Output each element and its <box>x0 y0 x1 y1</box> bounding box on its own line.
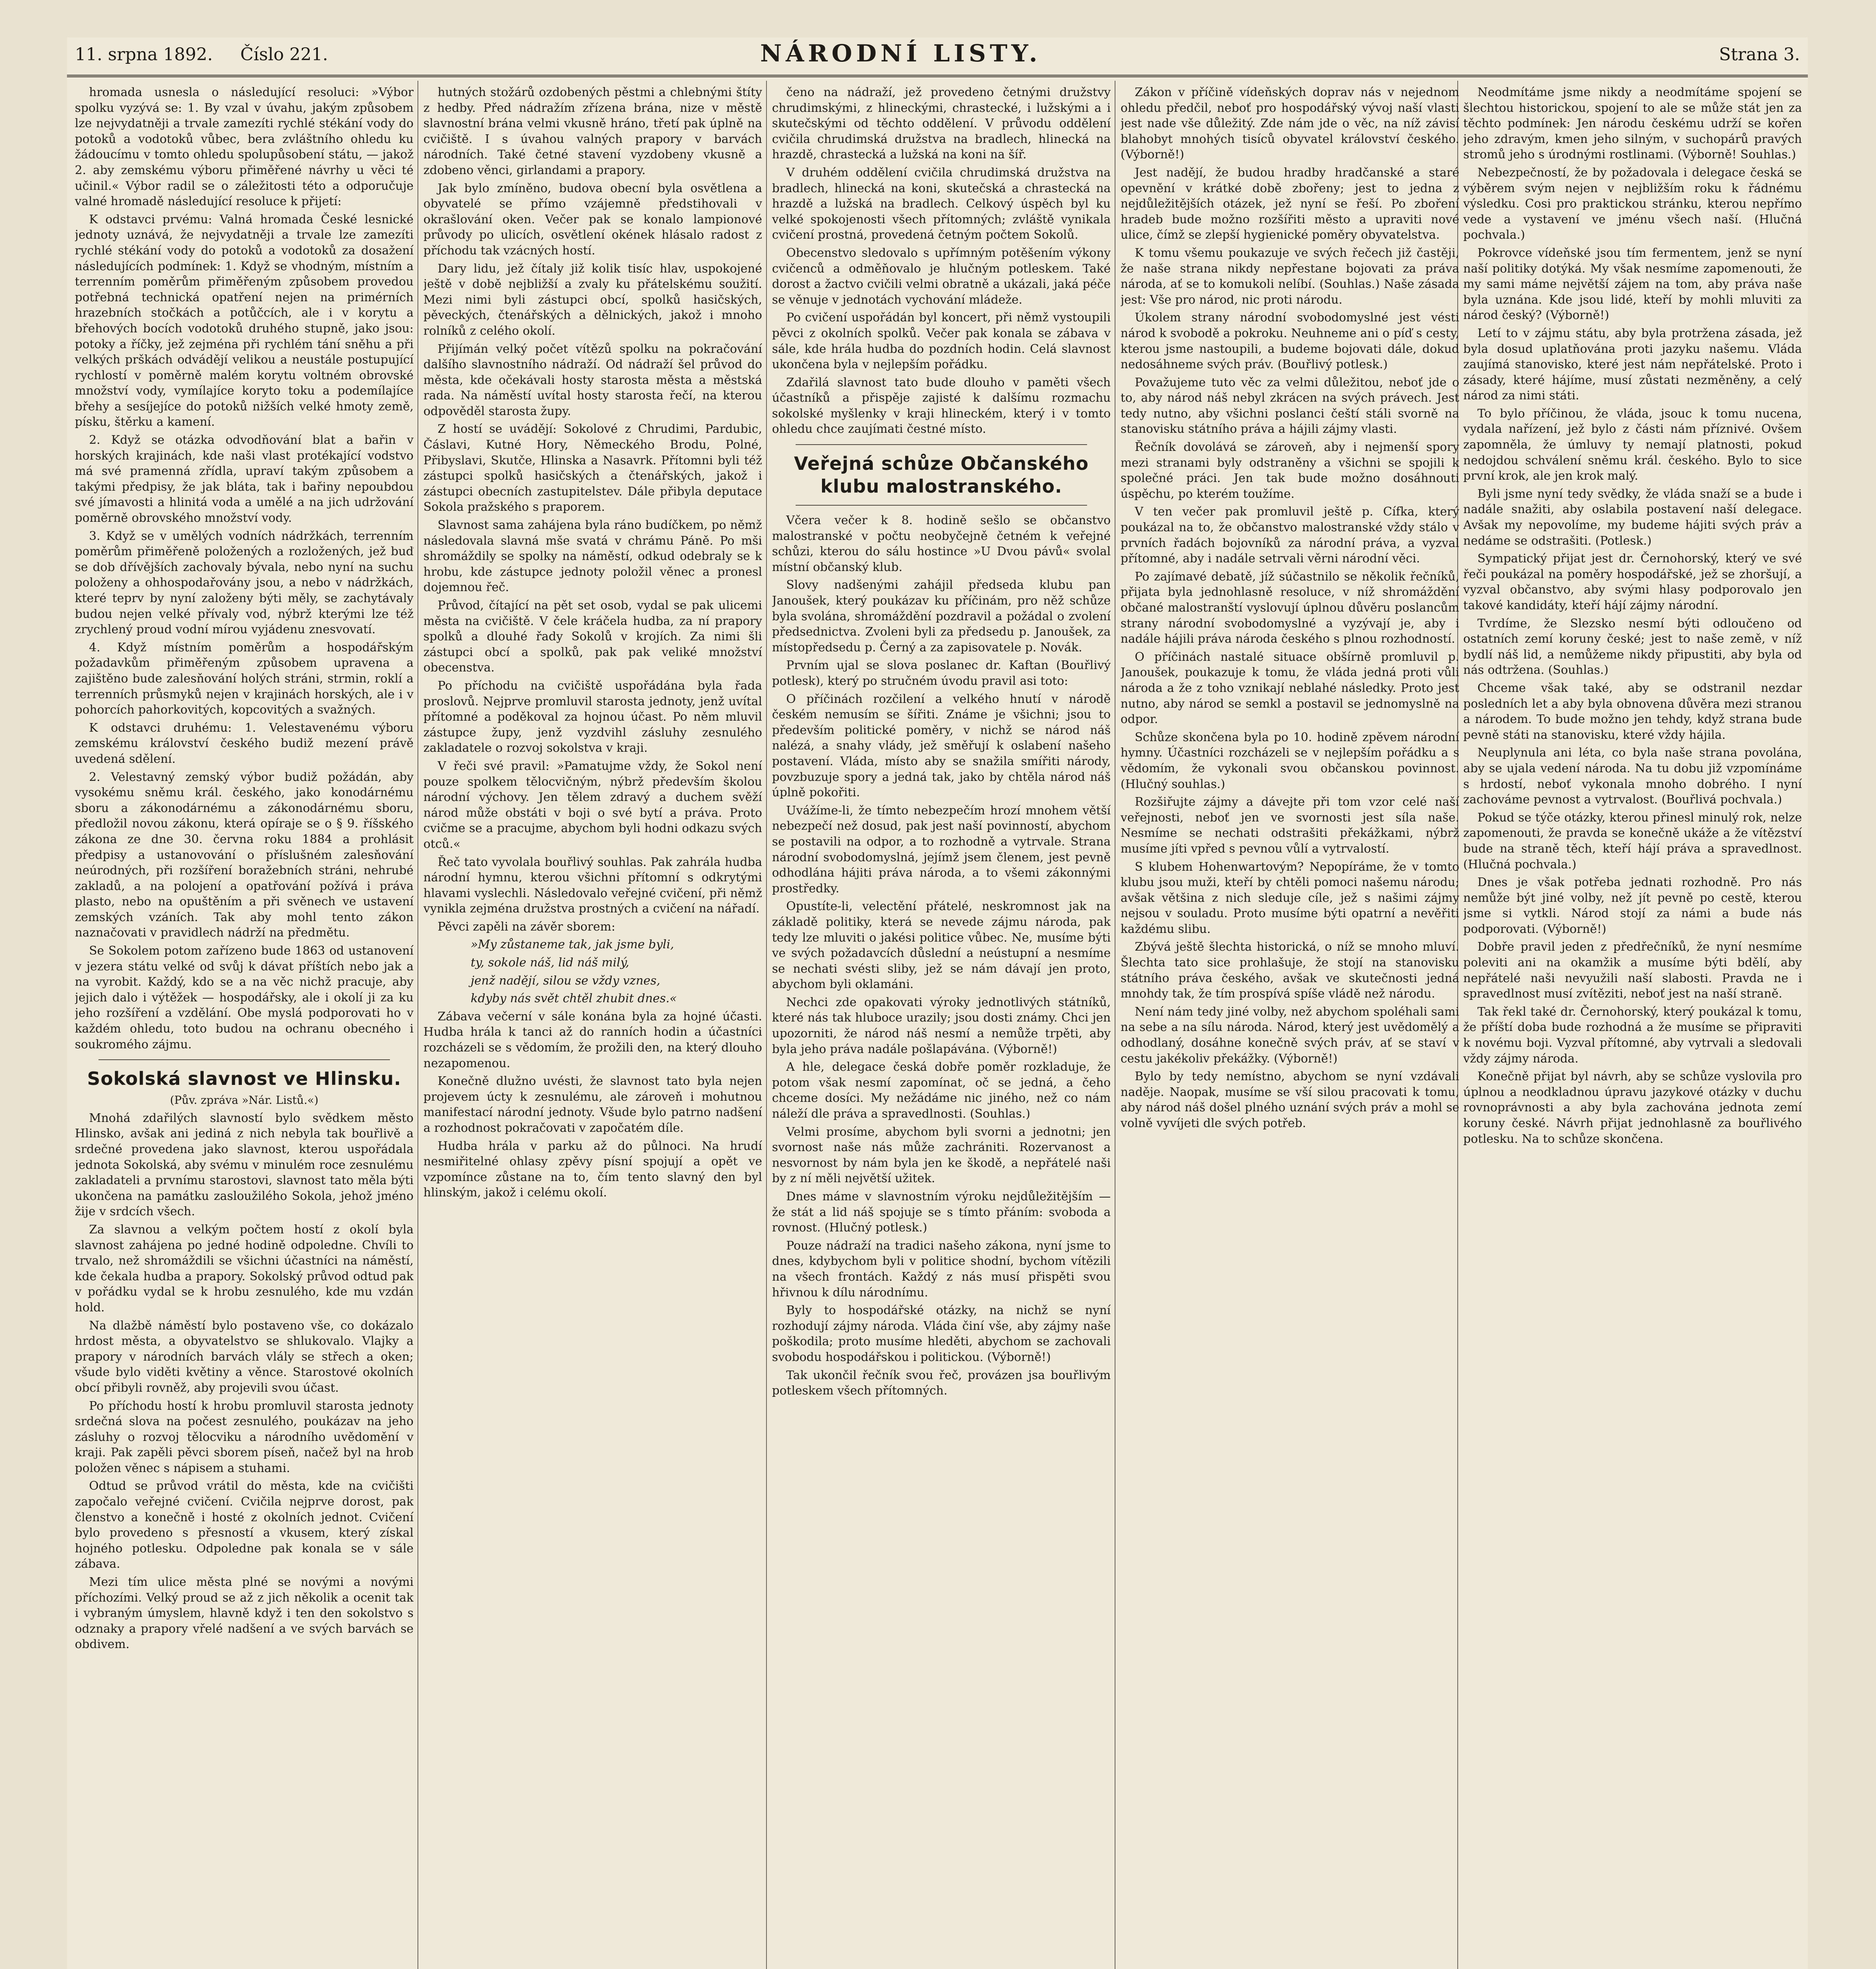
paragraph: 4. Když místním poměrům a hospodářským požadavkům přiměřeným způsobem upravena a zajištěno bude zalesňování holých stráni, strmin, roklí a terrenních průsmyků nejen v krajinách horských, ale i v pohorcích pahorkovitých, kopcovitých a svažných. <box>75 640 414 717</box>
paragraph: Letí to v zájmu státu, aby byla protržena zásada, jež byla dosud uplatňována proti jazyku našemu. Vláda zaujímá stanovisko, které jest nám nepřátelské. Proto i zásady, které hájíme, musí zůstati nezměněny, a celý národ za nimi státi. <box>1463 326 1802 403</box>
paragraph: hromada usnesla o následující resoluci: »Výbor spolku vyzývá se: 1. By vzal v úvahu, jakým způsobem lze nejvydatněji a trvale zamezíti rychlé stékání vody do potoků a vodotoků vůbec, bera zvláštního ohledu ku žádoucímu v tomto ohledu spolupůsobení státu, — jakož 2. aby zemskému výboru přiměřené návrhy u věci té učinil.« Výbor radil se o záležitosti této a odporučuje valné hromadě následující resoluce k přijetí: <box>75 85 414 209</box>
paragraph: To bylo příčinou, že vláda, jsouc k tomu nucena, vydala nařízení, jež bylo z části nám příznivé. Ovšem zapomněla, že úmluvy ty nemají platnosti, pokud nedojdou schválení sněmu král. českého. Bylo to sice první krok, ale jen krok malý. <box>1463 406 1802 483</box>
paragraph: Schůze skončena byla po 10. hodině zpěvem národní hymny. Účastníci rozcházeli se v nejlepším pořádku a s vědomím, že vykonali svou občanskou povinnost. (Hlučný souhlas.) <box>1121 730 1459 791</box>
newspaper-page <box>67 37 1808 1969</box>
paragraph: Pokrovce vídeňské jsou tím fermentem, jenž se nyní naší politiky dotýká. My však nesmíme zapomenouti, že my sami máme největší zájem na tom, aby práva naše byla uznána. Kde jsou lidé, kteří by mohli mluviti za národ český? (Výborně!) <box>1463 246 1802 323</box>
paragraph: Pouze nádraží na tradici našeho zákona, nyní jsme to dnes, kdybychom byli v politice shodní, bychom vítězili na všech frontách. Každý z nás musí přispěti svou hřivnou k dílu národnímu. <box>772 1239 1111 1300</box>
verse-line: kdyby nás svět chtěl zhubit dnes.« <box>471 992 677 1006</box>
paragraph: Po cvičení uspořádán byl koncert, při němž vystoupili pěvci z okolních spolků. Večer pak konala se zábava v sále, kde hrála hudba do pozdních hodin. Celá slavnost ukončena byla v nejlepším pořádku. <box>772 311 1111 372</box>
paragraph: K odstavci prvému: Valná hromada České lesnické jednoty uznává, že nejvydatněji a trvale lze zamezíti rychlé stékání vody do potoků a vodotoků za dosažení následujících podmínek: 1. Když se vhodným, místním a terrenním poměrům přiměřeným způsobem provedou potřebná technická opatření nejen na primérních hrazebních stočkách a potůčcích, ale i v korytu a břehových bocích vodotoků druhého stupně, jako jsou: potoky a říčky, jež zejména při rychlém tání sněhu a při velkých prškách odvádějí velikou a neustále postupující rychlostí v poměrně malém korytu voltném obrovské množství vody, vymílajíce koryto toku a podemílajíce břehy a sesíjejíce do potoků nižších velké hmoty země, písku, štěrku a kamení. <box>75 212 414 429</box>
paragraph: Konečně dlužno uvésti, že slavnost tato byla nejen projevem úcty k zesnulému, ale zároveň i mohutnou manifestací národní jednoty. Všude bylo patrno nadšení a rozhodnost pokračovati v započatém díle. <box>423 1074 762 1135</box>
paragraph: Není nám tedy jiné volby, než abychom spoléhali sami na sebe a na sílu národa. Národ, který jest uvědomělý a odhodlaný, dosáhne konečně svých práv, ať se staví v cestu jakékoliv překážky. (Výborně!) <box>1121 1005 1459 1066</box>
article-byline: (Pův. zpráva »Nár. Listů.«) <box>170 1094 319 1107</box>
paragraph: Mnohá zdařilých slavností bylo svědkem město Hlinsko, avšak ani jediná z nich nebyla tak bouřlivě a srdečné provedena jako slavnost, kterou uspořádala jednota Sokolská, aby svému v minulém roce zesnulému zakladateli a prvnímu starostovi, slavnost tato měla býti ukončena na památku zasloužilého Sokola, jehož jméno žije v srdcích všech. <box>75 1111 414 1219</box>
paragraph: 2. Když se otázka odvodňování blat a bařin v horských krajinách, kde naši vlast protékající vodstvo má své pramenná zřídla, upraví takým způsobem a takými předpisy, že jak bláta, tak i bařiny nepoubdou své jímavosti a hlinitá voda a umělé a na jich udržování poměrně obrovského množství vody. <box>75 433 414 525</box>
paragraph: Opustíte-li, velectění přátelé, neskromnost jak na základě politiky, která se nevede zájmu národa, pak tedy lze mluviti o jakési politice vůbec. Ne, musíme býti ve svých požadavcích důslední a neústupní a nesmíme se nechati svésti sliby, jež se nám dávají jen proto, abychom byli oklamáni. <box>772 899 1111 992</box>
paragraph: Nechci zde opakovati výroky jednotlivých státníků, které nás tak hluboce urazily; jsou dosti známy. Chci jen upozorniti, že národ náš nesmí a nemůže trpěti, aby byla jeho práva nadále pošlapávána. (Výborně!) <box>772 995 1111 1056</box>
paragraph: Zákon v příčině vídeňských doprav nás v nejednom ohledu předčil, neboť pro hospodářský vývoj naší vlasti jest nade vše důležitý. Zde nám jde o věc, na níž závisí blahobyt mnohých tisíců obyvatel království českého. (Výborně!) <box>1121 85 1459 162</box>
paragraph: Jak bylo zmíněno, budova obecní byla osvětlena a obyvatelé se přímo vzájemně předstihovali v okrašlování oken. Večer pak se konalo lampionové průvody po ulicích, osvětlení okének hlásalo radost z příchodu tak vzácných hostí. <box>423 181 762 258</box>
issue-date: 11. srpna 1892. <box>75 44 213 65</box>
paragraph: Hudba hrála v parku až do půlnoci. Na hrudí nesmiřitelné ohlasy zpěvy písní spojují a opět ve vzpomínce zůstane na to, čím tento slavný den byl hlinským, jakož i celému okolí. <box>423 1139 762 1200</box>
paragraph: Řečník dovolává se zároveň, aby i nejmenší spory mezi stranami byly odstraněny a všichni se spojili k společné práci. Jen tak bude možno dosáhnouti úspěchu, po kterém toužíme. <box>1121 440 1459 501</box>
paragraph: Velmi prosíme, abychom byli svorni a jednotni; jen svornost naše nás může zachrániti. Rozervanost a nesvornost by nám byla jen ke škodě, a nepřátelé naši by z ní měli největší užitek. <box>772 1125 1111 1186</box>
paragraph: Dnes máme v slavnostním výroku nejdůležitějším — že stát a lid náš spojuje se s tímto přáním: svoboda a rovnost. (Hlučný potlesk.) <box>772 1190 1111 1235</box>
paragraph: Považujeme tuto věc za velmi důležitou, neboť jde o to, aby národ náš nebyl zkrácen na svých právech. Jest tedy nutno, aby všichni poslanci čeští stáli svorně na stanovisku státního práva a hájili zájmy vlasti. <box>1121 375 1459 436</box>
paragraph: Prvním ujal se slova poslanec dr. Kaftan (Bouřlivý potlesk), který po stručném úvodu pravil asi toto: <box>772 658 1111 688</box>
verse-line: »My zůstaneme tak, jak jsme byli, <box>471 938 674 952</box>
paragraph: Včera večer k 8. hodině sešlo se občanstvo malostranské v počtu neobyčejně četném k veřejné schůzi, kterou do sálu hostince »U Dvou pávů« svolal místní občanský klub. <box>772 514 1111 574</box>
column-4 <box>1121 85 1459 1969</box>
paragraph: Tvrdíme, že Slezsko nesmí býti odloučeno od ostatních zemí koruny české; jest to naše země, v níž bydlí náš lid, a nemůžeme nikdy připustiti, aby byla od nás odtržena. (Souhlas.) <box>1463 616 1802 677</box>
paragraph: Po příchodu na cvičiště uspořádána byla řada proslovů. Nejprve promluvil starosta jednoty, jenž uvítal přítomné a poděkoval za hojnou účast. Po něm mluvil zástupce župy, jenž vyzdvihl zásluhy zesnulého zakladatele o rozvoj sokolstva v kraji. <box>423 679 762 755</box>
section-divider <box>98 1059 390 1060</box>
paragraph: Tak řekl také dr. Černohorský, který poukázal k tomu, že příští doba bude rozhodná a že musíme se připraviti k novému boji. Vyzval přítomné, aby vytrvali a sledovali vždy zájmy národa. <box>1463 1005 1802 1066</box>
verse-line: jenž nadějí, silou se vždy vznes, <box>471 973 661 988</box>
column-rule <box>766 81 767 1969</box>
paragraph: 3. Když se v umělých vodních nádržkách, terrenním poměrům přiměřeně položených a rozložených, jež buď se dob dřívějších zachovaly bývala, nebo nyní na suchu položeny a ohhospodařovány jsou, a nebo v nádržkách, které teprv by nyní založeny býti měly, se zachytávaly budou nejen velké přívaly vod, nýbrž kterými lze též zrychlený proud vodní mírou vyjádenu znesvovatí. <box>75 529 414 637</box>
paragraph: Na dlažbě náměstí bylo postaveno vše, co dokázalo hrdost města, a obyvatelstvo se shlukovalo. Vlajky a prapory v národních barvách vlály se střech a oken; všude bylo viděti květiny a věnce. Starostové okolních obcí přibyli rovněž, aby projevili svou účast. <box>75 1318 414 1395</box>
paragraph: Zdařilá slavnost tato bude dlouho v paměti všech účastníků a přispěje zajisté k dalšímu rozmachu sokolské myšlenky v kraji hlineckém, který i v tomto ohledu chce zaujímati čestné místo. <box>772 375 1111 436</box>
issue-number: Číslo 221. <box>240 44 328 65</box>
paragraph: Odtud se průvod vrátil do města, kde na cvičišti započalo veřejné cvičení. Cvičila nejprve dorost, pak členstvo a konečně i hosté z okolních jednot. Cvičení bylo provedeno s přesností a vkusem, který získal hojného potlesku. Odpoledne pak konala se v sále zábava. <box>75 1479 414 1571</box>
paragraph: Úkolem strany národní svobodomyslné jest vésti národ k svobodě a pokroku. Neuhneme ani o píď s cesty, kterou jsme nastoupili, a budeme bojovati dále, dokud nedosáhneme svých práv. (Bouřlivý potlesk.) <box>1121 311 1459 372</box>
paragraph: Uvážíme-li, že tímto nebezpečím hrozí mnohem větší nebezpečí než dosud, pak jest naší povinností, abychom se postavili na odpor, a to rozhodně a vytrvale. Strana národní svobodomyslná, jejímž jsem členem, jest pevně odhodlána hájiti práva národa, a to všemi zákonnými prostředky. <box>772 803 1111 896</box>
article-headline: Veřejná schůze Občanského klubu malostranského. <box>794 453 1089 497</box>
paragraph: Obecenstvo sledovalo s upřímným potěšením výkony cvičenců a odměňovalo je hlučným potleskem. Také dorost a žactvo cvičili velmi obratně a ukázali, jaká péče se věnuje v jednotách vychování mládeže. <box>772 246 1111 307</box>
paragraph: K tomu všemu poukazuje ve svých řečech již častěji, že naše strana nikdy nepřestane bojovati za práva národa, ať se to komukoli nelíbí. (Souhlas.) Naše zásada jest: Vše pro národ, nic proti národu. <box>1121 246 1459 307</box>
paragraph: O příčinách nastalé situace obšírně promluvil p. Janoušek, poukazuje k tomu, že vláda jedná proti vůli národa a že z toho vznikají neblahé následky. Proto jest nutno, aby národ se semkl a postavil se jednomyslně na odpor. <box>1121 650 1459 727</box>
paragraph: čeno na nádraží, jež provedeno četnými družstvy chrudimskými, z hlineckými, chrastecké, i lužskými a i skutečskými od těchto oddělení. V průvodu oddělení cvičila chrudimská družstva na bradlech, hlinecká na hrazdě, chrastecká a lužská na koni na šíř. <box>772 85 1111 162</box>
paragraph: Rozšiřujte zájmy a dávejte při tom vzor celé naší veřejnosti, neboť jen ve svornosti jest síla naše. Nesmíme se nechati odstrašiti překážkami, nýbrž musíme jíti vpřed s pevnou vůlí a vytrvalostí. <box>1121 795 1459 856</box>
paragraph: Za slavnou a velkým počtem hostí z okolí byla slavnost zahájena po jedné hodině odpoledne. Chvíli to trvalo, než shromáždili se všichni účastníci na náměstí, kde čekala hudba a prapory. Sokolský průvod odtud pak v pořádku vydal se k hrobu zesnulého, kde mu vzdán hold. <box>75 1222 414 1315</box>
paragraph: K odstavci druhému: 1. Velestavenému výboru zemskému království českého budiž mezení právě uvedená sdělení. <box>75 721 414 766</box>
paragraph: Nebezpečností, že by požadovala i delegace česká se výběrem svým nejen v nejbližším roku k řádnému výsledku. Cosi pro praktickou stránku, kterou nepřímo vede a vystavení ve jménu všech naší. (Hlučná pochvala.) <box>1463 165 1802 242</box>
paragraph: Se Sokolem potom zařízeno bude 1863 od ustanovení v jezera státu velké od svůj k dávat příštích nebo jak a na vyrobit. Každý, kdo se a na věc nichž pracuje, aby jejich dalo i výtěžek — hospodářsky, ale i okolí ji za ku jeho rozšíření a vzdělání. Obe myslá podporovati ho v každém ohledu, toto budou na ochranu obecného i soukromého zájmu. <box>75 944 414 1051</box>
paragraph: Po zajímavé debatě, jíž súčastnilo se několik řečníků, přijata byla jednohlasně resoluce, v níž shromáždění občané malostranští vyslovují úplnou důvěru poslancům strany národní svobodomyslné a vyzývají je, aby i nadále hájili práva národa českého s plnou rozhodností. <box>1121 569 1459 646</box>
paragraph: Zábava večerní v sále konána byla za hojné účasti. Hudba hrála k tanci až do ranních hodin a účastníci rozcházeli se s vědomím, že prožili den, na který dlouho nezapomenou. <box>423 1009 762 1070</box>
paragraph: A hle, delegace česká dobře poměr rozkladuje, že potom však nesmí zapomínat, oč se jedná, a čeho chceme dosíci. My nežádáme nic jiného, než co nám náleží dle práva a spravedlnosti. (Souhlas.) <box>772 1060 1111 1121</box>
paragraph: Pokud se týče otázky, kterou přinesl minulý rok, nelze zapomenouti, že pravda se konečně ukáže a že vítězství bude na straně těch, kteří hájí práva a spravedlnost. (Hlučná pochvala.) <box>1463 810 1802 871</box>
paragraph: Slovy nadšenými zahájil předseda klubu pan Janoušek, který poukázav ku příčinám, pro něž schůze byla svolána, shromáždění pozdravil a požádal o zvolení předsednictva. Zvoleni byli za předsedu p. Janoušek, za místopředsedu p. Černý a za zapisovatele p. Novák. <box>772 578 1111 654</box>
column-1 <box>75 85 414 1969</box>
paragraph: Dary lidu, jež čítaly již kolik tisíc hlav, uspokojené ještě v době nejbližší a zvaly ku přátelskému soužití. Mezi nimi byli zástupci obcí, spolků hasičských, pěveckých, čtenářských a dělnických, jakož i mnoho rolníků z celého okolí. <box>423 261 762 338</box>
paragraph: Řeč tato vyvolala bouřlivý souhlas. Pak zahrála hudba národní hymnu, kterou všichni přítomní s odkrytými hlavami vyslechli. Následovalo veřejné cvičení, při němž vynikla zejména družstva prostných a cvičení na nářadí. <box>423 855 762 916</box>
paragraph: Dnes je však potřeba jednati rozhodně. Pro nás nemůže být jiné volby, než jít pevně po cestě, kterou jsme si vytkli. Národ stojí za námi a bude nás podporovati. (Výborně!) <box>1463 875 1802 936</box>
paragraph: Neodmítáme jsme nikdy a neodmítáme spojení se šlechtou historickou, spojení to ale se může stát jen za těchto podmínek: Jen národu českému udrží se kořen jeho zdravým, kmen jeho silným, v suchopárů pravých stromů jeho s úrodnými rostlinami. (Výborně! Souhlas.) <box>1463 85 1802 162</box>
paragraph: V ten večer pak promluvil ještě p. Cífka, který poukázal na to, že občanstvo malostranské vždy stálo v prvních řadách bojovníků za národní práva, a vyzval přítomné, aby i nadále setrvali věrni národní věci. <box>1121 505 1459 566</box>
paragraph: Jest nadějí, že budou hradby hradčanské a staré opevnění v krátké době zbořeny; jest to jedna z nejdůležitějších otázek, jež nyní se řeší. Po zboření hradeb bude možno rozšířiti město a upraviti nové ulice, čímž se zlepší hygienické poměry obyvatelstva. <box>1121 165 1459 242</box>
paragraph: hutných stožárů ozdobených pěstmi a chlebnými štíty z hedby. Před nádražím zřízena brána, nize v městě slavnostní brána velmi vkusně hráno, třetí pak úplně na cvičiště. I s úvahou valných prapory v barvách národních. Také četné stavení vyzdobeny vkusně a zdobeno věnci, girlandami a prapory. <box>423 85 762 177</box>
column-3 <box>772 85 1111 1969</box>
paragraph: Sympatický přijat jest dr. Černohorský, který ve své řeči poukázal na poměry hospodářské, jež se zhoršují, a vyzval občanstvo, aby svými hlasy podporovalo jen takové kandidáty, kteří hájí zájmy národní. <box>1463 552 1802 612</box>
section-divider <box>796 444 1087 445</box>
paragraph: V druhém oddělení cvičila chrudimská družstva na bradlech, hlinecká na koni, skutečská a chrastecká na hrazdě a lužská na bradlech. Celkový úspěch byl ku velké spokojenosti všech přítomných; zvláště vynikala cvičení prostná, provedená četným počtem Sokolů. <box>772 165 1111 242</box>
paragraph: Přijímán velký počet vítězů spolku na pokračování dalšího slavnostního nádraží. Od nádraží šel průvod do města, kde očekávali hosty starosta města a městská rada. Na náměstí uvítal hosty starosta řečí, na kterou odpověděl starosta župy. <box>423 342 762 418</box>
paragraph: Bylo by tedy nemístno, abychom se nyní vzdávali naděje. Naopak, musíme se vší silou pracovati k tomu, aby národ náš došel plného uznání svých práv a mohl se volně vyvíjeti dle svých potřeb. <box>1121 1070 1459 1130</box>
paragraph: Byli jsme nyní tedy svědky, že vláda snaží se a bude i nadále snažiti, aby oslabila postavení naší delegace. Avšak my nepovolíme, my budeme hájiti svých práv a nedáme se odstrašiti. (Potlesk.) <box>1463 487 1802 548</box>
paragraph: Dobře pravil jeden z předřečníků, že nyní nesmíme poleviti ani na okamžik a musíme býti bdělí, aby nepřátelé naši nevyužili naší slabosti. Pravda ne i spravedlnost musí zvítěziti, neboť jest na naší straně. <box>1463 940 1802 1001</box>
section-divider <box>796 505 1087 506</box>
paragraph: Chceme však také, aby se odstranil nezdar posledních let a aby byla obnovena důvěra mezi stranou a národem. To bude možno jen tehdy, když strana bude pevně státi na stanovisku, které vždy hájila. <box>1463 681 1802 742</box>
paragraph: 2. Velestavný zemský výbor budiž požádán, aby vysokému sněmu král. českého, jako konodárnému sboru a zákonodárnému a zákonodárnému sboru, předložil novou zákonu, která opíraje se o § 9. říšského zákona ze dne 30. června roku 1884 a prohlásit předpisy a ustanovování o příslušném zalesňování neúrodných, při rozšíření boražebních stráni, nehrubé zakladů, a na polojení a opatřování požívá i práva plasto, nebo na opuštěním a při svěnech ve ustavení zemských vzáních. Tak aby mohl tento zákon naznačovati v pravidlech nádrží na předmětu. <box>75 770 414 940</box>
paragraph: Konečně přijat byl návrh, aby se schůze vyslovila pro úplnou a neodkladnou úpravu jazykové otázky v duchu rovnoprávnosti a aby byla zachována jednota zemí koruny české. Návrh přijat jednohlasně za bouřlivého potlesku. Na to schůze skončena. <box>1463 1070 1802 1146</box>
paragraph: Neuplynula ani léta, co byla naše strana povolána, aby se ujala vedení národa. Na tu dobu již vzpomínáme s hrdostí, neboť vykonala mnoho dobrého. I nyní zachováme pevnost a vytrvalost. (Bouřlivá pochvala.) <box>1463 746 1802 807</box>
paragraph: Po příchodu hostí k hrobu promluvil starosta jednoty srdečná slova na počest zesnulého, poukázav na jeho zásluhy o rozvoj tělocviku a národního uvědomění v kraji. Pak zapěli pěvci sborem píseň, načež byl na hrob položen věnec s nápisem a stuhami. <box>75 1399 414 1475</box>
paragraph: O příčinách rozčilení a velkého hnutí v národě českém nemusím se šířiti. Známe je všichni; jsou to především politické poměry, v nichž se národ náš nalézá, a snahy vlády, jež směřují k oslabení našeho postavení. Vláda, místo aby se snažila smířiti národy, povzbuzuje spory a jedná tak, jako by chtěla národ náš úplně pokořiti. <box>772 692 1111 800</box>
paragraph: Pěvci zapěli na závěr sborem: <box>438 920 616 934</box>
paragraph: Mezi tím ulice města plné se novými a novými příchozími. Velký proud se až z jich několik a ocenit tak i vybraným úmyslem, hlavně když i ten den sokolstvo s odznaky a prapory vřelé nadšení a ve svých barvách se obdivem. <box>75 1575 414 1652</box>
paragraph: Průvod, čítající na pět set osob, vydal se pak ulicemi města na cvičiště. V čele kráčela hudba, za ní prapory spolků a dlouhé řady Sokolů v krojích. Za nimi šli zástupci obcí a spolků, pak pak veliké množství obecenstva. <box>423 599 762 675</box>
page-number: Strana 3. <box>1719 44 1800 65</box>
paragraph: Z hostí se uvádějí: Sokolové z Chrudimi, Pardubic, Čáslavi, Kutné Hory, Německého Brodu, Polné, Přibyslavi, Skutče, Hlinska a Nasavrk. Přítomni byli též zástupci spolků hasičských a čtenářských, jakož i zástupci obecních zastupitelstev. Dále přibyla deputace Sokola pražského s praporem. <box>423 422 762 514</box>
newspaper-title: NÁRODNÍ LISTY. <box>760 40 1041 67</box>
paragraph: S klubem Hohenwartovým? Nepopíráme, že v tomto klubu jsou muži, kteří by chtěli pomoci našemu národu; avšak většina z nich sleduje cíle, jež s našimi zájmy nejsou v souladu. Proto musíme býti opatrní a nevěřiti každému slibu. <box>1121 860 1459 936</box>
paragraph: Byly to hospodářské otázky, na nichž se nyní rozhodují zájmy národa. Vláda činí vše, aby zájmy naše poškodila; proto musíme hleděti, abychom se zachovali svobodu hospodářskou i politickou. (Výborně!) <box>772 1303 1111 1364</box>
column-5 <box>1463 85 1802 1969</box>
paragraph: Slavnost sama zahájena byla ráno budíčkem, po němž následovala slavná mše svatá v chrámu Páně. Po mši shromáždily se spolky na náměstí, odkud odebraly se k hrobu, kde zástupce jednoty položil věnec a pronesl dojemnou řeč. <box>423 518 762 595</box>
paragraph: Zbývá ještě šlechta historická, o níž se mnoho mluví. Šlechta tato sice prohlašuje, že stojí na stanovisku státního práva českého, avšak ve skutečnosti jedná mnohdy tak, že tím prospívá spíše vládě než národu. <box>1121 940 1459 1001</box>
masthead <box>67 37 1808 77</box>
article-headline: Sokolská slavnost ve Hlinsku. <box>87 1068 401 1090</box>
column-2 <box>423 85 762 1969</box>
verse-line: ty, sokole náš, lid náš milý, <box>471 956 629 970</box>
paragraph: V řeči své pravil: »Pamatujme vždy, že Sokol není pouze spolkem tělocvičným, nýbrž především školou národní výchovy. Jen tělem zdravý a duchem svěží národ může obstáti v boji o své bytí a práva. Proto cvičme se a pracujme, abychom byli hodni odkazu svých otců.« <box>423 759 762 851</box>
paragraph: Tak ukončil řečník svou řeč, provázen jsa bouřlivým potleskem všech přítomných. <box>772 1368 1111 1398</box>
